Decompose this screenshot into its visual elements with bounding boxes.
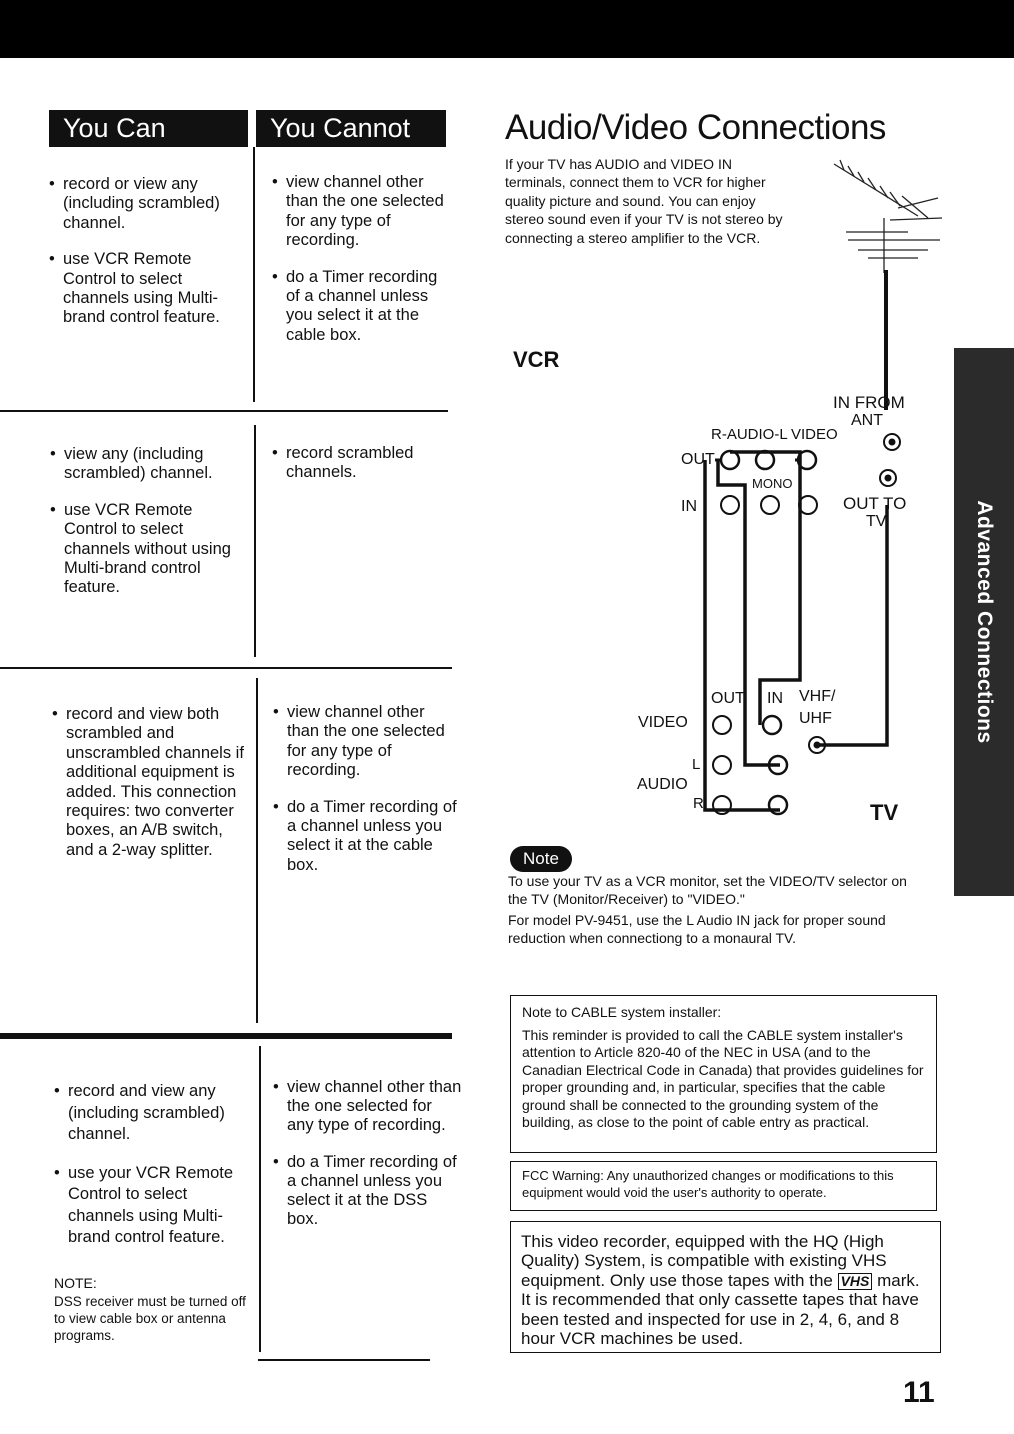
you-can-header: You Can bbox=[49, 110, 248, 147]
ant-label: ANT bbox=[851, 412, 883, 429]
top-black-bar bbox=[0, 0, 1014, 58]
list-item: • view any (including scrambled) channel. bbox=[50, 445, 245, 484]
list-item: • view channel other than the one selected for any type of recording. bbox=[272, 173, 450, 251]
fcc-warning-box bbox=[510, 1161, 937, 1211]
list-item: • do a Timer recording of a channel unless you select it at the cable box. bbox=[272, 268, 450, 346]
row3-cannot-list bbox=[273, 703, 458, 892]
list-item: • record or view any (including scrambled) channel. bbox=[49, 175, 249, 233]
list-item: • do a Timer recording of a channel unless you select it at the cable box. bbox=[273, 798, 458, 876]
tv-in-label: IN bbox=[767, 690, 783, 707]
cable-installer-box bbox=[510, 995, 937, 1153]
in-label: IN bbox=[681, 498, 697, 515]
video-label: VIDEO bbox=[791, 426, 838, 443]
vhs-logo: VHS bbox=[838, 1273, 873, 1290]
side-tab bbox=[954, 348, 1014, 896]
page-title: Audio/Video Connections bbox=[505, 108, 886, 147]
row4-cannot-list bbox=[273, 1078, 463, 1246]
note-line-1: To use your TV as a VCR monitor, set the VIDEO/TV selector on the TV (Monitor/Receiver) to "VIDEO." bbox=[508, 873, 907, 907]
list-item: • do a Timer recording of a channel unless you select it at the DSS box. bbox=[273, 1153, 463, 1230]
row-divider bbox=[258, 1359, 430, 1361]
tv-audio-l-in-jack bbox=[713, 756, 731, 774]
page-number: 11 bbox=[903, 1376, 935, 1409]
vcr-in-l-jack bbox=[761, 496, 779, 514]
note-line-2: For model PV-9451, use the L Audio IN jack for proper sound reduction when connectiong to a monaural TV. bbox=[508, 912, 886, 946]
uhf-label: UHF bbox=[799, 710, 832, 727]
row-divider bbox=[0, 410, 448, 412]
dss-note-label: NOTE: bbox=[54, 1275, 97, 1291]
tv-out-label: OUT bbox=[711, 690, 745, 707]
list-item: • record scrambled channels. bbox=[272, 444, 450, 483]
row2-cannot-list bbox=[272, 444, 450, 500]
hq-text-after: mark. It is recommended that only cassette tapes that have been tested and inspected for use in 2, 4, 6, and 8 hour VCR machines be used. bbox=[521, 1270, 920, 1349]
fcc-warning-text: FCC Warning: Any unauthorized changes or modifications to this equipment would void the user's authority to operate. bbox=[522, 1168, 894, 1200]
mono-label: MONO bbox=[752, 476, 793, 491]
cable-box-text: This reminder is provided to call the CABLE system installer's attention to Article 820-40 of the NEC in USA (and to the Canadian Electrical Code in Canada) that provides guidelines for proper grounding and, in particular, specifies that the cable ground shall be connected to the grounding system of the building, as close to the point of cable entry as practical. bbox=[522, 1027, 924, 1131]
row2-can-list bbox=[50, 445, 245, 615]
out-label: OUT bbox=[681, 451, 715, 468]
vcr-in-r-jack bbox=[721, 496, 739, 514]
list-item: • record and view both scrambled and unscrambled channels if additional equipment is added. This connection requires: two converter boxes, an A/B switch, and a 2-way splitter. bbox=[52, 705, 247, 860]
tv-video-out-jack bbox=[763, 716, 781, 734]
antenna-icon bbox=[828, 158, 948, 273]
out-to-label: OUT TO bbox=[843, 494, 907, 513]
intro-text: If your TV has AUDIO and VIDEO IN terminals, connect them to VCR for higher quality picture and sound. You can enjoy stereo sound even if your TV is not stereo by connecting a stereo amplifier to the VCR. bbox=[505, 156, 783, 246]
list-item: • use your VCR Remote Control to select channels using Multi-brand control feature. bbox=[54, 1163, 254, 1249]
tv-video-in-jack bbox=[713, 716, 731, 734]
row-divider bbox=[0, 667, 452, 669]
audio-l-cable bbox=[718, 460, 780, 765]
column-divider bbox=[259, 1046, 261, 1352]
hq-text-before: This video recorder, equipped with the HQ (High Quality) System, is compatible with existing VHS equipment. Only use those tapes with the bbox=[521, 1232, 887, 1290]
vcr-label: VCR bbox=[513, 347, 560, 372]
side-tab-label: Advanced Connections bbox=[973, 500, 996, 744]
tv-video-label: VIDEO bbox=[638, 714, 688, 731]
list-item: • view channel other than the one selected for any type of recording. bbox=[273, 703, 458, 781]
hq-system-box bbox=[510, 1221, 941, 1353]
video-cable bbox=[730, 452, 800, 725]
row1-cannot-list bbox=[272, 173, 450, 362]
tv-audio-label: AUDIO bbox=[637, 776, 688, 793]
rf-cable bbox=[820, 505, 887, 745]
connection-diagram bbox=[600, 270, 930, 830]
column-divider bbox=[253, 147, 255, 402]
column-divider bbox=[254, 425, 256, 657]
row3-can-list bbox=[52, 705, 247, 877]
r-audio-l-label: R-AUDIO-L bbox=[711, 426, 788, 443]
r-label: R bbox=[693, 795, 704, 812]
list-item: • view channel other than the one selected for any type of recording. bbox=[273, 1078, 463, 1136]
list-item: • record and view any (including scrambled) channel. bbox=[54, 1081, 254, 1146]
tv-label: TV bbox=[870, 800, 899, 825]
cable-box-heading: Note to CABLE system installer: bbox=[522, 1004, 722, 1020]
note-badge: Note bbox=[510, 846, 572, 872]
hq-text bbox=[521, 1232, 930, 1348]
l-label: L bbox=[692, 756, 701, 773]
tv-small-label: TV bbox=[866, 513, 887, 530]
row4-can-list bbox=[54, 1081, 254, 1266]
dss-note-text: DSS receiver must be turned off to view cable box or antenna programs. bbox=[54, 1294, 246, 1343]
you-cannot-header: You Cannot bbox=[256, 110, 446, 147]
vhf-label: VHF/ bbox=[799, 688, 836, 705]
row1-can-list bbox=[49, 175, 249, 345]
in-from-label: IN FROM bbox=[833, 393, 905, 412]
thick-row-divider bbox=[0, 1033, 452, 1039]
column-divider bbox=[256, 678, 258, 1023]
list-item: • use VCR Remote Control to select channels using Multi-brand control feature. bbox=[49, 250, 249, 328]
list-item: • use VCR Remote Control to select channels without using Multi-brand control feature. bbox=[50, 501, 245, 598]
